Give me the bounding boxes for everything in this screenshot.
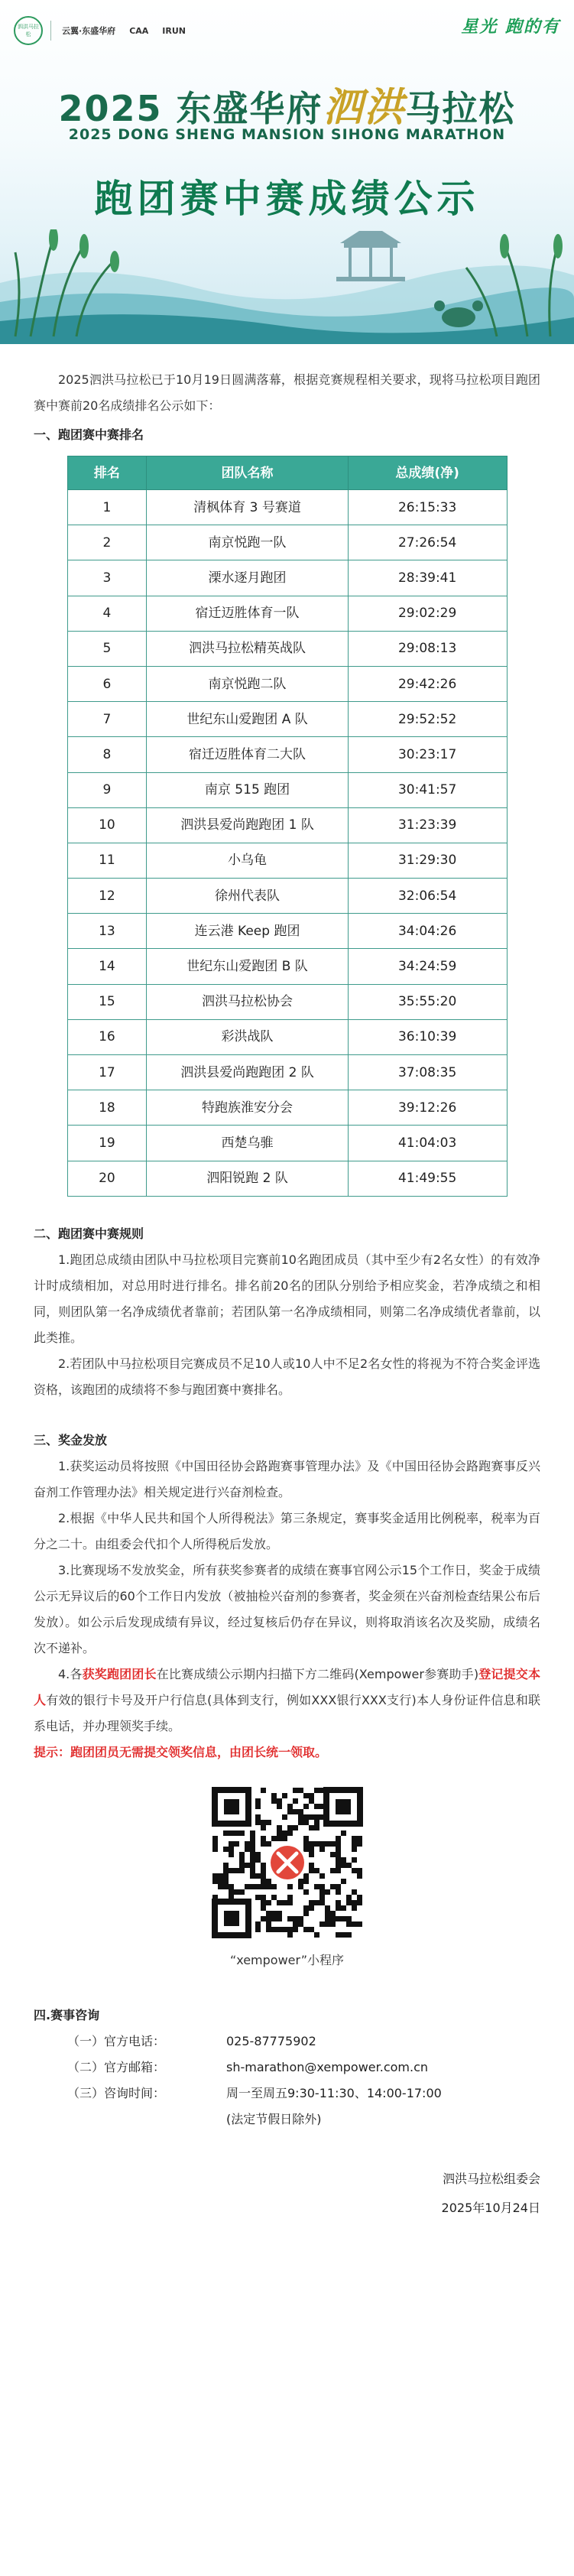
footer-date: 2025年10月24日	[441, 2200, 540, 2215]
table-row	[67, 490, 507, 525]
row-team-name: 泗洪马拉松精英战队	[147, 631, 348, 666]
row-rank: 20	[67, 1161, 147, 1196]
row-rank: 19	[67, 1126, 147, 1161]
row-team-name: 连云港 Keep 跑团	[147, 914, 348, 949]
row-team-name: 徐州代表队	[147, 879, 348, 914]
header-team-name: 团队名称	[147, 456, 348, 490]
footer-signature	[34, 2165, 540, 2223]
sponsor-logo-irun: IRUN	[162, 25, 186, 36]
row-rank: 15	[67, 984, 147, 1019]
header-banner	[0, 0, 574, 344]
table-row	[67, 631, 507, 666]
contact-hours-value: 周一至周五9:30-11:30、14:00-17:00	[226, 2085, 442, 2100]
row-total-time: 29:08:13	[348, 631, 507, 666]
table-row	[67, 984, 507, 1019]
table-row	[67, 737, 507, 772]
section-rules-title: 二、跑团赛中赛规则	[34, 1226, 144, 1241]
section-award-title: 三、奖金发放	[34, 1432, 108, 1447]
row-team-name: 南京 515 跑团	[147, 772, 348, 807]
contact-email-value[interactable]: sh-marathon@xempower.com.cn	[226, 2059, 429, 2074]
award-4-highlight-captain: 获奖跑团团长	[82, 1666, 157, 1681]
award-item-2: 2.根据《中华人民共和国个人所得税法》第三条规定，赛事奖金适用比例税率，税率为百分之二十。由组委会代扣个人所得税后发放。	[34, 1510, 540, 1551]
row-rank: 3	[67, 560, 147, 596]
row-team-name: 南京悦跑二队	[147, 666, 348, 701]
table-row	[67, 666, 507, 701]
row-total-time: 35:55:20	[348, 984, 507, 1019]
row-rank: 7	[67, 702, 147, 737]
row-total-time: 37:08:35	[348, 1055, 507, 1090]
award-4-text-a: 4.各	[58, 1666, 83, 1681]
row-total-time: 34:24:59	[348, 949, 507, 984]
contact-email-label: （二）官方邮箱：	[67, 2059, 166, 2074]
table-row	[67, 1161, 507, 1196]
row-team-name: 小乌龟	[147, 843, 348, 878]
row-team-name: 世纪东山爱跑团 A 队	[147, 702, 348, 737]
sponsor-logos	[14, 15, 189, 46]
row-team-name: 泗洪马拉松协会	[147, 984, 348, 1019]
event-title-part2: 泗洪	[323, 85, 406, 131]
table-row	[67, 949, 507, 984]
row-total-time: 41:04:03	[348, 1126, 507, 1161]
row-total-time: 31:23:39	[348, 807, 507, 843]
row-total-time: 34:04:26	[348, 914, 507, 949]
row-total-time: 29:42:26	[348, 666, 507, 701]
row-rank: 10	[67, 807, 147, 843]
row-rank: 9	[67, 772, 147, 807]
table-row	[67, 1019, 507, 1054]
table-row	[67, 1055, 507, 1090]
row-rank: 2	[67, 525, 147, 560]
rule-2: 2.若团队中马拉松项目完赛成员不足10人或10人中不足2名女性的将视为不符合奖金评选资格，该跑团的成绩将不参与跑团赛中赛排名。	[34, 1356, 540, 1397]
event-slogan: 星光 跑的有	[461, 18, 560, 37]
row-rank: 11	[67, 843, 147, 878]
row-total-time: 30:23:17	[348, 737, 507, 772]
header-total-time: 总成绩(净)	[348, 456, 507, 490]
content-area	[0, 344, 574, 2223]
rule-1: 1.跑团总成绩由团队中马拉松项目完赛前10名跑团成员（其中至少有2名女性）的有效净计时成绩相加，对总用时进行排名。排名前20名的团队分别给予相应奖金，若净成绩之和相同，则团队第一名净成绩优者靠前；若团队第一名净成绩相同，则第二名净成绩优者靠前，以此类推。	[34, 1252, 540, 1345]
row-rank: 5	[67, 631, 147, 666]
award-item-1: 1.获奖运动员将按照《中国田径协会路跑赛事管理办法》及《中国田径协会路跑赛事反兴奋剂工作管理办法》相关规定进行兴奋剂检查。	[34, 1458, 540, 1499]
event-title-english: 2025 DONG SHENG MANSION SIHONG MARATHON	[68, 126, 506, 143]
row-team-name: 清枫体育 3 号赛道	[147, 490, 348, 525]
logo-divider	[50, 21, 51, 41]
table-row	[67, 1126, 507, 1161]
row-rank: 4	[67, 596, 147, 631]
award-4-text-c: 在比赛成绩公示期内扫描下方二维码(Xempower参赛助手)	[156, 1666, 479, 1681]
logo-text: 泗洪马拉松	[18, 24, 39, 37]
award-item-4	[34, 1662, 540, 1740]
row-rank: 16	[67, 1019, 147, 1054]
row-team-name: 南京悦跑一队	[147, 525, 348, 560]
award-item-3: 3.比赛现场不发放奖金，所有获奖参赛者的成绩在赛事官网公示15个工作日，奖金于成绩公示无异议后的60个工作日内发放（被抽检兴奋剂的参赛者，奖金须在兴奋剂检查结果公布后发放）。如公示后发现成绩有异议，经过复核后仍存在异议，则将取消该名次及奖励，成绩名次不递补。	[34, 1562, 540, 1655]
row-total-time: 29:02:29	[348, 596, 507, 631]
row-total-time: 28:39:41	[348, 560, 507, 596]
contact-holiday-note: (法定节假日除外)	[226, 2111, 322, 2126]
row-rank: 1	[67, 490, 147, 525]
sponsor-logo-yunyi: 云翼·东盛华府	[62, 26, 116, 36]
table-row	[67, 914, 507, 949]
row-rank: 13	[67, 914, 147, 949]
table-row	[67, 560, 507, 596]
row-total-time: 41:49:55	[348, 1161, 507, 1196]
row-team-name: 泗洪县爱尚跑跑团 1 队	[147, 807, 348, 843]
award-tip: 提示：跑团团员无需提交领奖信息，由团长统一领取。	[34, 1744, 328, 1759]
contact-hours-label: （三）咨询时间：	[67, 2085, 166, 2100]
row-total-time: 27:26:54	[348, 525, 507, 560]
row-rank: 18	[67, 1090, 147, 1126]
row-team-name: 西楚乌骓	[147, 1126, 348, 1161]
table-row	[67, 879, 507, 914]
row-total-time: 30:41:57	[348, 772, 507, 807]
row-team-name: 彩洪战队	[147, 1019, 348, 1054]
table-row	[67, 843, 507, 878]
intro-paragraph: 2025泗洪马拉松已于10月19日圆满落幕，根据竞赛规程相关要求，现将马拉松项目跑团赛中赛前20名成绩排名公示如下：	[34, 372, 540, 413]
row-team-name: 世纪东山爱跑团 B 队	[147, 949, 348, 984]
table-row	[67, 1090, 507, 1126]
results-table	[67, 456, 508, 1197]
row-total-time: 29:52:52	[348, 702, 507, 737]
qr-section	[0, 1782, 574, 1973]
row-team-name: 泗阳锐跑 2 队	[147, 1161, 348, 1196]
qr-code-icon[interactable]	[207, 1782, 368, 1943]
sponsor-logo-round	[14, 16, 43, 45]
sponsor-logo-caa: CAA	[129, 25, 149, 36]
table-row	[67, 807, 507, 843]
contact-hours	[34, 2081, 540, 2107]
event-title	[0, 75, 574, 132]
row-rank: 6	[67, 666, 147, 701]
table-row	[67, 702, 507, 737]
row-total-time: 39:12:26	[348, 1090, 507, 1126]
qr-caption: “xempower”小程序	[229, 1952, 345, 1967]
row-rank: 8	[67, 737, 147, 772]
contact-phone-label: （一）官方电话：	[67, 2033, 166, 2048]
table-row	[67, 772, 507, 807]
contact-phone-value[interactable]: 025-87775902	[226, 2033, 316, 2048]
row-team-name: 特跑族淮安分会	[147, 1090, 348, 1126]
row-total-time: 32:06:54	[348, 879, 507, 914]
row-team-name: 宿迁迈胜体育一队	[147, 596, 348, 631]
row-total-time: 36:10:39	[348, 1019, 507, 1054]
event-title-part1: 2025 东盛华府	[58, 88, 323, 129]
landscape-illustration	[0, 229, 574, 344]
footer-organizer: 泗洪马拉松组委会	[442, 2171, 540, 2186]
contact-email	[34, 2055, 540, 2081]
section-contact-title: 四.赛事咨询	[34, 2007, 100, 2022]
event-title-part3: 马拉松	[405, 88, 516, 129]
row-team-name: 泗洪县爱尚跑跑团 2 队	[147, 1055, 348, 1090]
results-table-body	[67, 490, 507, 1197]
row-team-name: 溧水逐月跑团	[147, 560, 348, 596]
row-rank: 12	[67, 879, 147, 914]
section-ranking-title: 一、跑团赛中赛排名	[34, 427, 144, 442]
row-rank: 17	[67, 1055, 147, 1090]
row-team-name: 宿迁迈胜体育二大队	[147, 737, 348, 772]
row-total-time: 26:15:33	[348, 490, 507, 525]
row-rank: 14	[67, 949, 147, 984]
row-total-time: 31:29:30	[348, 843, 507, 878]
contact-phone	[34, 2029, 540, 2055]
award-4-highlight-register: 登记提交本人	[34, 1666, 540, 1707]
table-header-row	[67, 456, 507, 490]
table-row	[67, 525, 507, 560]
award-4-text-e: 有效的银行卡号及开户行信息(具体到支行，例如XXX银行XXX支行)本人身份证件信息和联系电话，并办理领奖手续。	[34, 1692, 540, 1733]
page-title: 跑团赛中赛成绩公示	[94, 177, 480, 221]
header-rank: 排名	[67, 456, 147, 490]
table-row	[67, 596, 507, 631]
